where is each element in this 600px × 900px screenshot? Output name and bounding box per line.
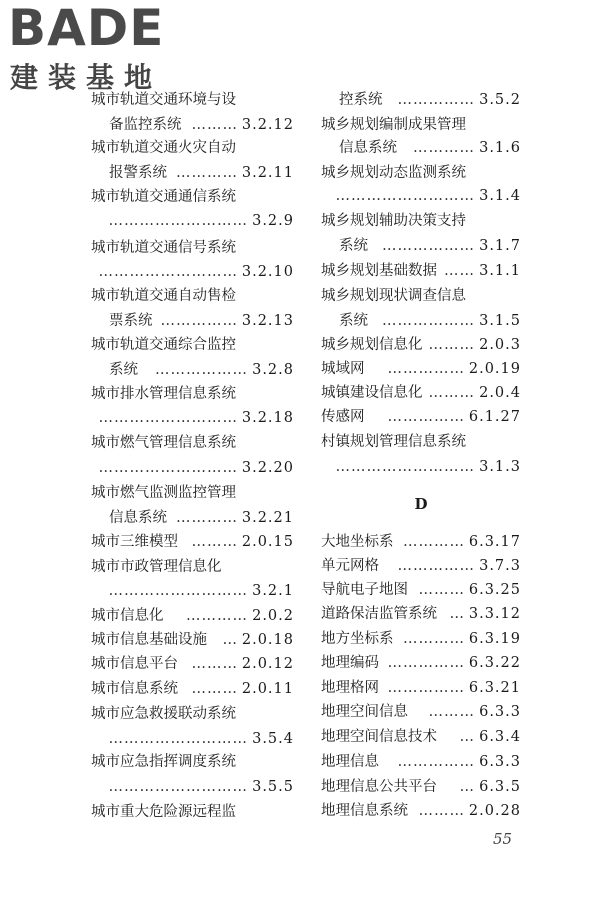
index-term: 城市排水管理信息系统 (91, 386, 236, 402)
index-entry (109, 161, 294, 185)
index-entry (321, 405, 521, 429)
index-leader-dots: ……… (428, 704, 475, 720)
index-entry (91, 628, 294, 652)
index-clause-number: 2.0.18 (238, 628, 294, 652)
index-leader-dots: … (222, 632, 238, 648)
index-clause-number: 3.5.5 (248, 775, 294, 799)
index-term: 城市信息平台 (91, 656, 178, 672)
index-term: 地理空间信息技术 (321, 729, 437, 745)
index-leader-dots: … (459, 729, 475, 745)
index-clause-number: 2.0.2 (248, 604, 294, 628)
index-term: 城域网 (321, 361, 365, 377)
index-clause-number: 2.0.19 (465, 357, 521, 381)
index-entry (321, 700, 521, 724)
index-entry (321, 676, 521, 700)
index-leader-dots: ……… (191, 534, 238, 550)
index-term: 导航电子地图 (321, 582, 408, 598)
index-leader-dots: ……… (428, 385, 475, 401)
index-clause-number: 2.0.12 (238, 652, 294, 676)
index-entry (321, 554, 521, 578)
index-term: 地理信息 (321, 754, 379, 770)
index-term: 备监控系统 (109, 117, 182, 133)
page-number: 55 (493, 830, 513, 848)
index-clause-number: 2.0.11 (238, 677, 294, 701)
index-entry (91, 652, 294, 676)
index-term: 控系统 (339, 92, 383, 108)
index-entry (339, 309, 521, 333)
index-leader-dots: ……………………… (108, 583, 248, 599)
index-term: 城市轨道交通自动售检 (91, 288, 236, 304)
index-entry (91, 185, 294, 209)
index-clause-number: 2.0.3 (475, 333, 521, 357)
index-entry (321, 627, 521, 651)
index-leader-dots: …………… (387, 655, 465, 671)
index-entry (339, 88, 521, 112)
index-entry (321, 184, 521, 208)
index-term: 城市三维模型 (91, 534, 178, 550)
index-entry (91, 284, 294, 308)
index-leader-dots: …………… (160, 313, 238, 329)
index-leader-dots: ……… (418, 582, 465, 598)
index-term: 地理信息系统 (321, 803, 408, 819)
index-entry (339, 234, 521, 258)
index-term: 报警系统 (109, 165, 167, 181)
index-clause-number: 3.5.4 (248, 727, 294, 751)
index-entry (321, 578, 521, 602)
index-term: 道路保洁监管系统 (321, 606, 437, 622)
index-clause-number: 6.3.25 (465, 578, 521, 602)
index-clause-number: 3.1.5 (475, 309, 521, 333)
index-clause-number: 6.3.17 (465, 530, 521, 554)
index-term: 地理空间信息 (321, 704, 408, 720)
index-entry (91, 431, 294, 455)
index-clause-number: 3.5.2 (475, 88, 521, 112)
index-entry (321, 430, 521, 454)
index-entry (321, 259, 521, 283)
index-term: 大地坐标系 (321, 534, 394, 550)
index-term: 城市市政管理信息化 (91, 559, 222, 575)
index-entry (321, 284, 521, 308)
index-term: 城乡规划现状调查信息 (321, 288, 466, 304)
index-term: 地方坐标系 (321, 631, 394, 647)
index-entry (321, 750, 521, 774)
index-entry (91, 555, 294, 579)
index-leader-dots: ……………………… (335, 188, 475, 204)
index-leader-dots: ………… (176, 165, 238, 181)
index-leader-dots: ……………………… (98, 410, 238, 426)
index-entry (91, 136, 294, 160)
index-term: 地理编码 (321, 655, 379, 671)
index-leader-dots: ……… (418, 803, 465, 819)
index-leader-dots: ……………………… (335, 459, 475, 475)
index-term: 城市应急救援联动系统 (91, 706, 236, 722)
index-entry (91, 260, 294, 284)
index-term: 城市信息系统 (91, 681, 178, 697)
index-entry (321, 455, 521, 479)
index-term: 城乡规划编制成果管理 (321, 117, 466, 133)
index-term: 城乡规划辅助决策支持 (321, 213, 466, 229)
index-clause-number: 3.2.1 (248, 579, 294, 603)
index-entry (91, 604, 294, 628)
index-entry (321, 209, 521, 233)
index-term: 城市轨道交通信号系统 (91, 240, 236, 256)
index-clause-number: 3.2.11 (238, 161, 294, 185)
index-clause-number: 6.3.4 (475, 725, 521, 749)
index-leader-dots: … (459, 779, 475, 795)
index-clause-number: 3.1.3 (475, 455, 521, 479)
index-leader-dots: … (449, 606, 465, 622)
index-term: 城市信息基础设施 (91, 632, 207, 648)
index-entry (91, 209, 294, 233)
index-entry (321, 381, 521, 405)
index-term: 传感网 (321, 409, 365, 425)
index-clause-number: 3.2.21 (238, 506, 294, 530)
index-clause-number: 3.2.12 (238, 113, 294, 137)
index-leader-dots: …………… (397, 558, 475, 574)
index-entry (91, 236, 294, 260)
index-entry (91, 702, 294, 726)
index-clause-number: 2.0.4 (475, 381, 521, 405)
index-entry (109, 506, 294, 530)
index-clause-number: 3.3.12 (465, 602, 521, 626)
index-entry (109, 113, 294, 137)
index-term: 城市轨道交通综合监控 (91, 337, 236, 353)
index-term: 城乡规划基础数据 (321, 263, 437, 279)
index-entry (321, 651, 521, 675)
index-entry (321, 161, 521, 185)
index-term: 城市燃气监测监控管理 (91, 485, 236, 501)
index-entry (321, 602, 521, 626)
index-term: 城市轨道交通环境与设 (91, 92, 236, 108)
index-entry (91, 727, 294, 751)
index-term: 城乡规划信息化 (321, 337, 423, 353)
index-entry (91, 88, 294, 112)
index-clause-number: 3.2.8 (248, 358, 294, 382)
index-entry (321, 357, 521, 381)
index-leader-dots: ……… (191, 681, 238, 697)
index-entry (91, 677, 294, 701)
index-clause-number: 3.2.10 (238, 260, 294, 284)
index-term: 票系统 (109, 313, 153, 329)
bade-logo (8, 0, 178, 96)
index-clause-number: 3.1.4 (475, 184, 521, 208)
index-clause-number: 3.2.9 (248, 209, 294, 233)
index-term: 村镇规划管理信息系统 (321, 434, 466, 450)
index-entry (91, 750, 294, 774)
index-term: 单元网格 (321, 558, 379, 574)
index-entry (91, 481, 294, 505)
index-leader-dots: ……… (191, 117, 238, 133)
index-leader-dots: ……………… (382, 313, 475, 329)
index-entry (91, 775, 294, 799)
index-entry (321, 530, 521, 554)
index-leader-dots: ………… (176, 510, 238, 526)
index-entry (91, 333, 294, 357)
index-entry (91, 456, 294, 480)
index-leader-dots: …………… (387, 680, 465, 696)
index-leader-dots: ……………… (155, 362, 248, 378)
index-entry (91, 406, 294, 430)
index-leader-dots: ………… (403, 534, 465, 550)
index-clause-number: 3.1.6 (475, 136, 521, 160)
index-clause-number: 6.3.22 (465, 651, 521, 675)
index-term: 城市燃气管理信息系统 (91, 435, 236, 451)
logo-brand-text: BADE (8, 0, 165, 57)
index-term: 城市轨道交通通信系统 (91, 189, 236, 205)
index-term: 城市轨道交通火灾自动 (91, 140, 236, 156)
index-entry (321, 113, 521, 137)
index-clause-number: 3.1.7 (475, 234, 521, 258)
index-term: 城市重大危险源远程监 (91, 804, 236, 820)
index-clause-number: 3.1.1 (475, 259, 521, 283)
index-leader-dots: ……………………… (98, 264, 238, 280)
index-leader-dots: …………… (397, 92, 475, 108)
index-term: 城镇建设信息化 (321, 385, 423, 401)
index-clause-number: 3.2.13 (238, 309, 294, 333)
index-clause-number: 3.7.3 (475, 554, 521, 578)
index-leader-dots: ……… (191, 656, 238, 672)
logo-subtitle: 建装基地 (10, 61, 163, 94)
index-leader-dots: ………… (413, 140, 475, 156)
index-leader-dots: ………… (186, 608, 248, 624)
index-clause-number: 2.0.15 (238, 530, 294, 554)
index-leader-dots: ……………… (382, 238, 475, 254)
index-entry (91, 800, 294, 824)
index-term: 信息系统 (339, 140, 397, 156)
section-heading: D (414, 495, 428, 513)
index-clause-number: 3.2.18 (238, 406, 294, 430)
index-entry (109, 309, 294, 333)
index-clause-number: 3.2.20 (238, 456, 294, 480)
index-term: 城乡规划动态监测系统 (321, 165, 466, 181)
index-clause-number: 2.0.28 (465, 799, 521, 823)
index-leader-dots: ……………………… (108, 779, 248, 795)
index-leader-dots: ……………………… (98, 460, 238, 476)
index-entry (339, 136, 521, 160)
index-term: 系统 (339, 313, 368, 329)
index-leader-dots: …………… (387, 409, 465, 425)
index-leader-dots: ……………………… (108, 213, 248, 229)
index-term: 城市信息化 (91, 608, 164, 624)
index-leader-dots: ………… (403, 631, 465, 647)
index-clause-number: 6.3.3 (475, 750, 521, 774)
index-clause-number: 6.3.3 (475, 700, 521, 724)
index-clause-number: 6.3.21 (465, 676, 521, 700)
index-clause-number: 6.3.5 (475, 775, 521, 799)
index-entry (321, 775, 521, 799)
index-leader-dots: ……… (428, 337, 475, 353)
index-term: 地理格网 (321, 680, 379, 696)
index-entry (321, 725, 521, 749)
index-entry (91, 382, 294, 406)
index-entry (321, 333, 521, 357)
index-leader-dots: ……………………… (108, 731, 248, 747)
index-leader-dots: …………… (397, 754, 475, 770)
index-leader-dots: …… (444, 263, 475, 279)
index-clause-number: 6.3.19 (465, 627, 521, 651)
index-entry (321, 799, 521, 823)
index-term: 信息系统 (109, 510, 167, 526)
index-clause-number: 6.1.27 (465, 405, 521, 429)
index-entry (91, 530, 294, 554)
index-term: 城市应急指挥调度系统 (91, 754, 236, 770)
index-term: 地理信息公共平台 (321, 779, 437, 795)
index-term: 系统 (109, 362, 138, 378)
index-term: 系统 (339, 238, 368, 254)
index-leader-dots: …………… (387, 361, 465, 377)
index-entry (109, 358, 294, 382)
index-entry (91, 579, 294, 603)
